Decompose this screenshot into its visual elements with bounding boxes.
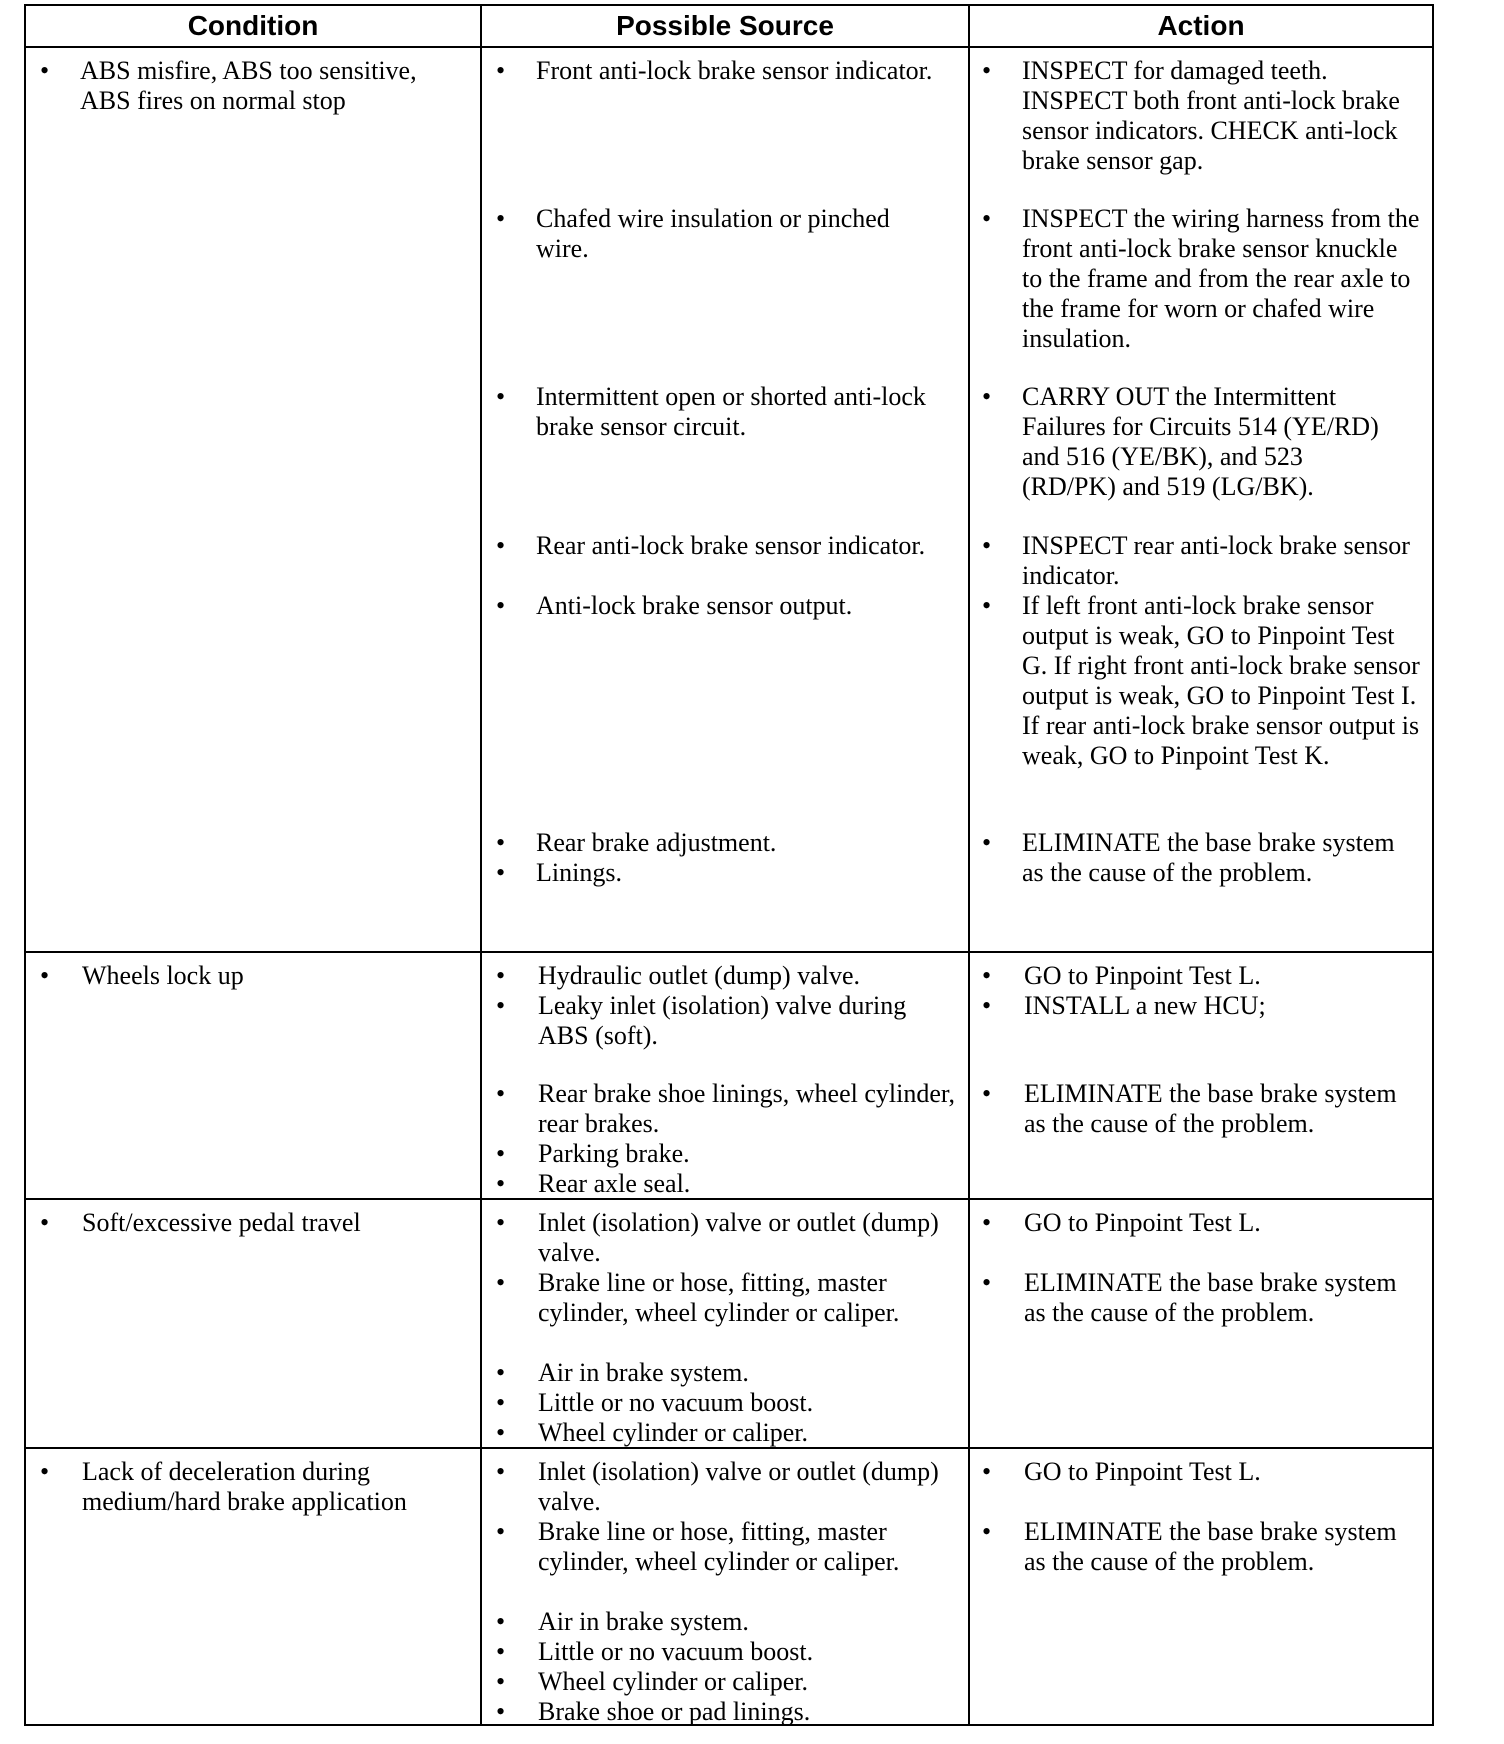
action-text: ELIMINATE the base brake system as the cause of the problem. [1024, 1079, 1397, 1138]
diagnostic-table [24, 4, 1434, 1726]
bullet [496, 1139, 505, 1169]
bullet [496, 204, 505, 234]
bullet [496, 1697, 505, 1727]
bullet [982, 1517, 991, 1547]
source-text: Anti-lock brake sensor output. [536, 591, 853, 620]
bullet [496, 531, 505, 561]
bullet [496, 591, 505, 621]
bullet [496, 56, 505, 86]
bullet [496, 858, 505, 888]
source-text: Little or no vacuum boost. [538, 1388, 814, 1417]
action-text: ELIMINATE the base brake system as the cause of the problem. [1022, 828, 1395, 887]
source-text: Rear axle seal. [538, 1169, 691, 1198]
source-text: Brake line or hose, fitting, master cylinder, wheel cylinder or caliper. [538, 1517, 900, 1576]
bullet [496, 1517, 505, 1547]
condition-text: ABS misfire, ABS too sensitive, ABS fires on normal stop [80, 56, 417, 115]
source-text: Parking brake. [538, 1139, 690, 1168]
bullet [496, 1667, 505, 1697]
bullet [40, 56, 49, 86]
action-text: GO to Pinpoint Test L. [1024, 1457, 1261, 1486]
bullet [496, 1079, 505, 1109]
source-text: Rear anti-lock brake sensor indicator. [536, 531, 926, 560]
bullet [982, 991, 991, 1021]
header-condition: Condition [187, 10, 319, 41]
source-text: Intermittent open or shorted anti-lock brake sensor circuit. [536, 382, 926, 441]
bullet [496, 1169, 505, 1199]
bullet [982, 1079, 991, 1109]
source-text: Leaky inlet (isolation) valve during ABS (soft). [538, 991, 907, 1050]
source-text: Hydraulic outlet (dump) valve. [538, 961, 861, 990]
condition-text: Lack of deceleration during medium/hard brake application [82, 1457, 407, 1516]
action-text: INSPECT rear anti-lock brake sensor indicator. [1022, 531, 1410, 590]
bullet [496, 1268, 505, 1298]
bullet [496, 1607, 505, 1637]
bullet [982, 828, 991, 858]
action-text: INSPECT for damaged teeth. INSPECT both front anti-lock brake sensor indicators. CHECK anti-lock brake sensor gap. [1022, 56, 1400, 175]
source-text: Inlet (isolation) valve or outlet (dump) valve. [538, 1457, 939, 1516]
action-text: CARRY OUT the Intermittent Failures for Circuits 514 (YE/RD) and 516 (YE/BK), and 523 (RD/PK) and 519 (LG/BK). [1022, 382, 1379, 501]
bullet [982, 591, 991, 621]
source-text: Air in brake system. [538, 1358, 749, 1387]
source-text: Rear brake adjustment. [536, 828, 777, 857]
action-text: GO to Pinpoint Test L. [1024, 1208, 1261, 1237]
source-text: Chafed wire insulation or pinched wire. [536, 204, 890, 263]
bullet [982, 56, 991, 86]
action-text: ELIMINATE the base brake system as the cause of the problem. [1024, 1268, 1397, 1327]
action-text: GO to Pinpoint Test L. [1024, 961, 1261, 990]
bullet [496, 961, 505, 991]
bullet [496, 1358, 505, 1388]
action-text: INSPECT the wiring harness from the front anti-lock brake sensor knuckle to the frame and from the rear axle to the frame for worn or chafed wire insulation. [1022, 204, 1420, 353]
bullet [982, 531, 991, 561]
bullet [982, 204, 991, 234]
bullet [496, 1457, 505, 1487]
source-text: Wheel cylinder or caliper. [538, 1418, 808, 1447]
bullet [40, 961, 49, 991]
bullet [496, 1208, 505, 1238]
action-text: If left front anti-lock brake sensor output is weak, GO to Pinpoint Test G. If right front anti-lock brake sensor output is weak, GO to Pinpoint Test I. If rear anti-lock brake sensor output is weak, GO to Pinpoint Test K. [1022, 591, 1420, 770]
bullet [496, 991, 505, 1021]
column-divider [480, 6, 482, 1724]
column-divider [968, 6, 970, 1724]
source-text: Little or no vacuum boost. [538, 1637, 814, 1666]
bullet [40, 1208, 49, 1238]
source-text: Rear brake shoe linings, wheel cylinder, rear brakes. [538, 1079, 955, 1138]
header-possible-source: Possible Source [616, 10, 834, 41]
bullet [982, 1457, 991, 1487]
bullet [982, 1268, 991, 1298]
row-divider [26, 951, 1432, 953]
source-text: Brake shoe or pad linings. [538, 1697, 811, 1726]
source-text: Brake line or hose, fitting, master cylinder, wheel cylinder or caliper. [538, 1268, 900, 1327]
bullet [496, 1637, 505, 1667]
source-text: Inlet (isolation) valve or outlet (dump) valve. [538, 1208, 939, 1267]
bullet [982, 1208, 991, 1238]
bullet [496, 382, 505, 412]
bullet [40, 1457, 49, 1487]
bullet [496, 828, 505, 858]
source-text: Wheel cylinder or caliper. [538, 1667, 808, 1696]
source-text: Front anti-lock brake sensor indicator. [536, 56, 933, 85]
header-divider [26, 46, 1432, 48]
bullet [982, 961, 991, 991]
action-text: ELIMINATE the base brake system as the cause of the problem. [1024, 1517, 1397, 1576]
condition-text: Soft/excessive pedal travel [82, 1208, 361, 1237]
header-action: Action [1157, 10, 1245, 41]
source-text: Air in brake system. [538, 1607, 749, 1636]
bullet [496, 1388, 505, 1418]
action-text: INSTALL a new HCU; [1024, 991, 1266, 1020]
condition-text: Wheels lock up [82, 961, 244, 990]
bullet [496, 1418, 505, 1448]
bullet [982, 382, 991, 412]
source-text: Linings. [536, 858, 622, 887]
